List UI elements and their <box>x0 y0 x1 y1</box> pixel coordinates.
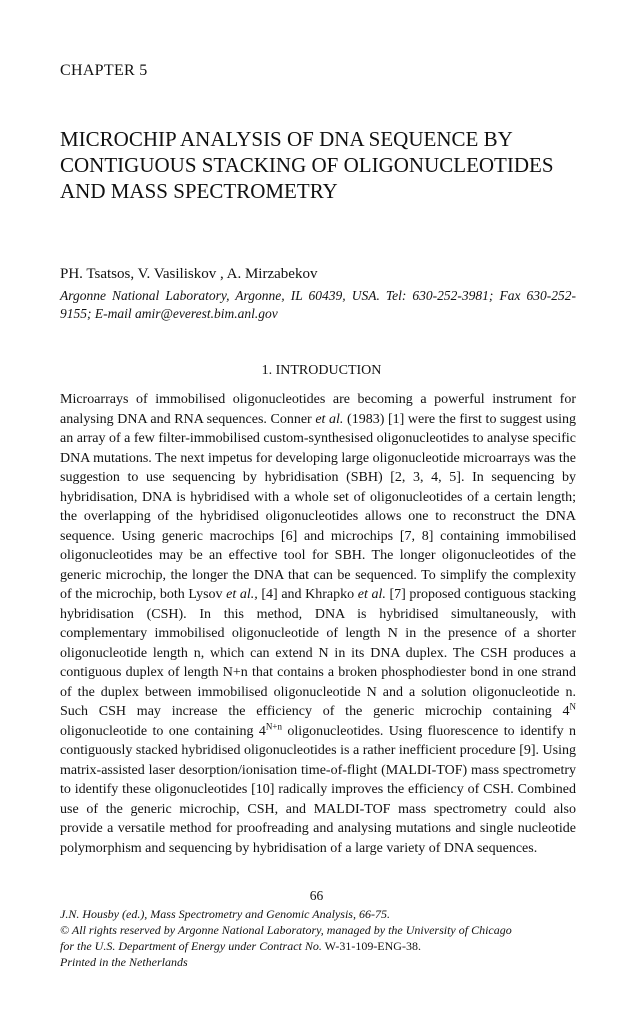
superscript: N <box>569 701 576 712</box>
footer-citation: J.N. Housby (ed.), Mass Spectrometry and Genomic Analysis, 66-75. <box>60 907 390 921</box>
introduction-paragraph <box>60 390 576 858</box>
footer-copyright: © All rights reserved by Argonne National Laboratory, managed by the University of Chicago <box>60 923 512 937</box>
publication-footer <box>60 906 585 970</box>
body-text-italic: et al. <box>357 587 386 602</box>
chapter-title: MICROCHIP ANALYSIS OF DNA SEQUENCE BY CONTIGUOUS STACKING OF OLIGONUCLEOTIDES AND MASS SPECTROMETRY <box>60 127 554 203</box>
footer-contract-number: W-31-109-ENG-38. <box>321 939 421 953</box>
chapter-label: CHAPTER 5 <box>60 62 148 79</box>
affiliation: Argonne National Laboratory, Argonne, IL 60439, USA. Tel: 630-252-3981; Fax 630-252-9155; E-mail amir@everest.bim.anl.gov <box>60 288 576 321</box>
superscript: N+n <box>265 720 282 731</box>
body-text-segment: Microarrays of immobilised oligonucleotides are becoming a powerful instrument for analysing DNA and RNA sequences. Conner <box>60 392 576 427</box>
body-text-segment: [7] proposed contiguous stacking hybridisation (CSH). In this method, DNA is hybridised simultaneously, with complementary immobilised oligonucleotide of length N in the presence of a shorter oligonucleotide length n, which can extend N in its DNA duplex. The CSH produces a contiguous duplex of length N+n that contains a broken phosphodiester bond in one strand of the duplex between immobilised oligonucleotide N and a solution oligonucleotide n. Such CSH may increase the efficiency of the generic microchip containing 4 <box>60 587 577 719</box>
body-text-italic: et al. <box>315 411 344 427</box>
footer-contract-text: for the U.S. Department of Energy under Contract No. <box>60 939 322 953</box>
footer-contract <box>60 938 585 954</box>
footer-printed: Printed in the Netherlands <box>60 955 188 969</box>
author-list: PH. Tsatsos, V. Vasiliskov , A. Mirzabekov <box>60 266 318 282</box>
section-heading: 1. INTRODUCTION <box>261 363 382 378</box>
body-text-segment: oligonucleotides. Using fluorescence to identify n contiguously stacked hybridised oligonucleotides is a rather inefficient procedure [9]. Using matrix-assisted laser desorption/ionisation time-of-flight (MALDI-TOF) mass spectrometry to identify these oligonucleotides [10] radically improves the efficiency of CSH. Combined use of the generic microchip, CSH, and MALDI-TOF mass spectrometry could also provide a versatile method for proofreading and analysing mutations and single nucleotide polymorphism and sequencing by hybridisation of a large variety of DNA sequences. <box>60 723 577 856</box>
page-number: 66 <box>309 888 324 903</box>
body-text-segment: [4] and Khrapko <box>257 587 358 602</box>
body-text-segment: oligonucleotide to one containing 4 <box>60 723 266 739</box>
body-text-italic: et al., <box>226 587 258 602</box>
body-text-segment: (1983) [1] were the first to suggest using an array of a few filter-immobilised custom-synthesised oligonucleotides to analyse specific DNA mutations. The next impetus for developing large oligonucleotide microarrays was the suggestion to use sequencing by hybridisation (SBH) [2, 3, 4, 5]. In sequencing by hybridisation, DNA is hybridised with a whole set of oligonucleotides of a certain length; the overlapping of the hybridised oligonucleotides allows one to reconstruct the DNA sequence. Using generic macrochips [6] and microchips [7, 8] containing immobilised oligonucleotides may be an effective tool for SBH. The longer oligonucleotides of the generic microchip, the longer the DNA that can be sequenced. To simplify the complexity of the microchip, both Lysov <box>60 411 577 602</box>
